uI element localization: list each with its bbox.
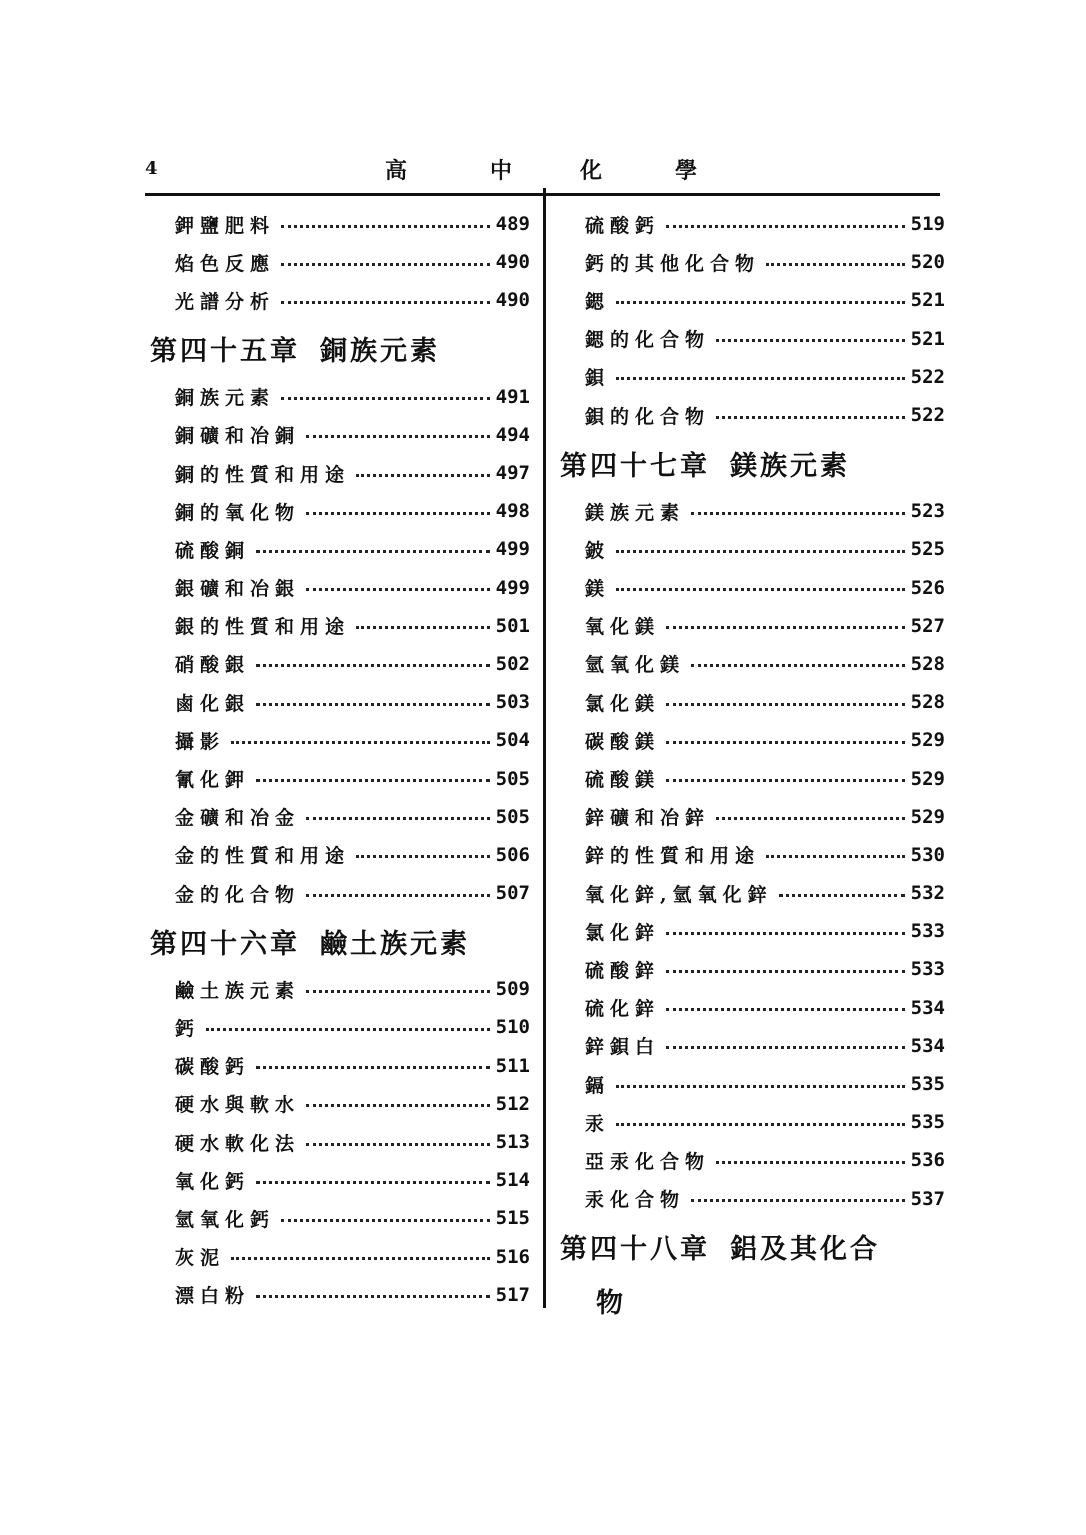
toc-entry-page: 513 — [495, 1131, 530, 1154]
toc-entry-page: 511 — [495, 1054, 530, 1077]
dot-leader — [231, 1257, 490, 1260]
chapter-number: 第四十八章 — [560, 1234, 710, 1266]
chapter-number: 第四十七章 — [560, 450, 710, 482]
dot-leader — [231, 741, 490, 744]
toc-entry-title: 鋅礦和冶鋅 — [585, 807, 711, 830]
toc-entry-title: 銅的性質和用途 — [175, 463, 351, 486]
dot-leader — [281, 263, 490, 266]
toc-entry-page: 519 — [910, 213, 945, 236]
toc-entry-title: 硬水與軟水 — [175, 1094, 301, 1117]
toc-entry-title: 金的性質和用途 — [175, 845, 351, 868]
toc-entry-page: 498 — [495, 500, 530, 523]
toc-entry — [150, 416, 530, 454]
chapter-heading — [560, 1218, 945, 1276]
dot-leader — [206, 1028, 490, 1031]
chapter-heading — [150, 320, 530, 378]
toc-entry-title: 硫酸鎂 — [585, 769, 661, 792]
toc-entry — [560, 205, 945, 243]
toc-entry-title: 硫酸鋅 — [585, 959, 661, 982]
toc-entry-title: 氧化鎂 — [585, 616, 661, 639]
toc-entry-title: 硫酸銅 — [175, 539, 251, 562]
toc-entry-page: 514 — [495, 1169, 530, 1192]
chapter-number: 第四十五章 — [150, 336, 300, 368]
book-title-char: 學 — [675, 158, 698, 184]
toc-entry-page: 534 — [910, 996, 945, 1019]
toc-entry — [560, 1180, 945, 1218]
toc-entry-page: 517 — [495, 1283, 530, 1306]
page-number: 4 — [145, 158, 158, 179]
book-title-char: 中 — [490, 158, 513, 184]
toc-entry-title: 汞 — [585, 1112, 611, 1135]
toc-entry — [150, 1008, 530, 1046]
toc-entry — [560, 798, 945, 836]
toc-entry — [560, 492, 945, 530]
dot-leader — [306, 1104, 490, 1107]
toc-entry-page: 515 — [495, 1207, 530, 1230]
toc-entry-title: 氫氧化鎂 — [585, 654, 686, 677]
toc-entry — [560, 874, 945, 912]
book-title-char: 高 — [385, 158, 408, 184]
toc-entry-page: 532 — [910, 882, 945, 905]
dot-leader — [256, 1066, 490, 1069]
toc-entry-title: 焰色反應 — [175, 252, 276, 275]
toc-entry-page: 489 — [495, 213, 530, 236]
dot-leader — [256, 703, 490, 706]
toc-entry — [150, 492, 530, 530]
toc-entry-title: 氯化鎂 — [585, 692, 661, 715]
toc-entry-page: 504 — [495, 729, 530, 752]
toc-entry — [150, 1123, 530, 1161]
toc-entry-page: 509 — [495, 978, 530, 1001]
toc-entry — [150, 454, 530, 492]
toc-entry-title: 鎘 — [585, 1074, 611, 1097]
dot-leader — [616, 550, 905, 553]
dot-leader — [616, 1123, 905, 1126]
toc-entry-title: 氰化鉀 — [175, 769, 251, 792]
toc-entry-title: 銀礦和冶銀 — [175, 578, 301, 601]
toc-column-left — [150, 205, 530, 1314]
toc-entry-title: 硝酸銀 — [175, 654, 251, 677]
toc-entry-title: 金的化合物 — [175, 883, 301, 906]
toc-entry-title: 銀的性質和用途 — [175, 616, 351, 639]
dot-leader — [616, 301, 905, 304]
toc-entry — [560, 1027, 945, 1065]
toc-entry — [150, 1199, 530, 1237]
dot-leader — [666, 970, 905, 973]
toc-entry — [150, 1161, 530, 1199]
toc-entry — [560, 358, 945, 396]
toc-entry-title: 硫化鋅 — [585, 998, 661, 1021]
toc-entry-page: 520 — [910, 251, 945, 274]
toc-entry — [150, 683, 530, 721]
toc-entry-title: 鍶 — [585, 290, 611, 313]
toc-entry-title: 硬水軟化法 — [175, 1132, 301, 1155]
dot-leader — [666, 1008, 905, 1011]
toc-entry-page: 526 — [910, 576, 945, 599]
toc-entry-title: 鎂 — [585, 578, 611, 601]
toc-entry — [150, 378, 530, 416]
toc-entry-title: 鉀鹽肥料 — [175, 214, 276, 237]
dot-leader — [691, 1199, 905, 1202]
toc-entry-page: 490 — [495, 251, 530, 274]
toc-entry-page: 522 — [910, 365, 945, 388]
chapter-heading — [150, 912, 530, 970]
dot-leader — [616, 1085, 905, 1088]
toc-entry-page: 523 — [910, 500, 945, 523]
toc-entry — [560, 989, 945, 1027]
toc-entry-title: 鈣的其他化合物 — [585, 252, 761, 275]
toc-entry-title: 鈹 — [585, 539, 611, 562]
toc-entry-page: 499 — [495, 538, 530, 561]
toc-entry-title: 鈣 — [175, 1017, 201, 1040]
dot-leader — [256, 1181, 490, 1184]
page-header — [145, 150, 940, 188]
dot-leader — [691, 664, 905, 667]
toc-entry — [560, 607, 945, 645]
chapter-title: 鋁及其化合 — [730, 1234, 880, 1266]
toc-entry-page: 528 — [910, 652, 945, 675]
dot-leader — [356, 626, 490, 629]
toc-entry — [560, 569, 945, 607]
toc-entry — [150, 836, 530, 874]
dot-leader — [281, 301, 490, 304]
toc-entry — [560, 721, 945, 759]
dot-leader — [666, 1046, 905, 1049]
dot-leader — [356, 474, 490, 477]
toc-entry-page: 535 — [910, 1111, 945, 1134]
toc-entry-page: 528 — [910, 691, 945, 714]
toc-entry-page: 507 — [495, 882, 530, 905]
toc-entry-title: 銅礦和冶銅 — [175, 425, 301, 448]
toc-entry-page: 505 — [495, 805, 530, 828]
toc-entry-title: 氧化鋅,氫氧化鋅 — [585, 883, 773, 906]
toc-entry-page: 516 — [495, 1245, 530, 1268]
dot-leader — [666, 741, 905, 744]
toc-entry-title: 鍶的化合物 — [585, 329, 711, 352]
toc-entry-page: 529 — [910, 767, 945, 790]
dot-leader — [779, 894, 905, 897]
toc-entry — [150, 205, 530, 243]
toc-entry-page: 499 — [495, 576, 530, 599]
toc-entry-page: 510 — [495, 1016, 530, 1039]
dot-leader — [306, 588, 490, 591]
toc-entry — [560, 281, 945, 319]
toc-entry-page: 533 — [910, 920, 945, 943]
toc-entry — [560, 1065, 945, 1103]
toc-entry-title: 鋇的化合物 — [585, 405, 711, 428]
dot-leader — [616, 377, 905, 380]
toc-entry-title: 氫氧化鈣 — [175, 1208, 276, 1231]
toc-entry-title: 鋅鋇白 — [585, 1036, 661, 1059]
toc-entry-page: 535 — [910, 1073, 945, 1096]
toc-entry — [560, 645, 945, 683]
toc-entry-page: 521 — [910, 327, 945, 350]
chapter-number: 第四十六章 — [150, 928, 300, 960]
dot-leader — [666, 703, 905, 706]
chapter-heading — [560, 434, 945, 492]
toc-entry-page: 501 — [495, 614, 530, 637]
toc-entry-title: 汞化合物 — [585, 1189, 686, 1212]
toc-entry-title: 鎂族元素 — [585, 501, 686, 524]
chapter-title: 銅族元素 — [320, 336, 440, 368]
toc-entry — [560, 950, 945, 988]
toc-entry-page: 522 — [910, 404, 945, 427]
toc-entry-title: 氧化鈣 — [175, 1170, 251, 1193]
toc-entry — [150, 1238, 530, 1276]
toc-entry-title: 鹵化銀 — [175, 692, 251, 715]
dot-leader — [256, 1295, 490, 1298]
dot-leader — [306, 1143, 490, 1146]
chapter-title-continuation: 物 — [596, 1288, 623, 1320]
dot-leader — [306, 990, 490, 993]
toc-entry-title: 鋇 — [585, 367, 611, 390]
toc-entry — [560, 530, 945, 568]
toc-entry — [150, 759, 530, 797]
toc-entry — [150, 243, 530, 281]
toc-entry — [150, 874, 530, 912]
toc-entry-title: 鹼土族元素 — [175, 979, 301, 1002]
toc-entry-page: 534 — [910, 1034, 945, 1057]
dot-leader — [716, 339, 905, 342]
toc-entry-page: 529 — [910, 805, 945, 828]
toc-entry-title: 灰泥 — [175, 1247, 226, 1270]
dot-leader — [256, 664, 490, 667]
toc-entry-title: 金礦和冶金 — [175, 807, 301, 830]
toc-entry-page: 490 — [495, 289, 530, 312]
toc-entry — [150, 721, 530, 759]
dot-leader — [281, 225, 490, 228]
toc-entry-title: 氯化鋅 — [585, 921, 661, 944]
dot-leader — [666, 225, 905, 228]
dot-leader — [356, 855, 490, 858]
toc-entry — [560, 396, 945, 434]
dot-leader — [256, 779, 490, 782]
dot-leader — [281, 397, 490, 400]
dot-leader — [716, 1161, 905, 1164]
toc-entry — [150, 530, 530, 568]
toc-entry — [560, 1103, 945, 1141]
dot-leader — [306, 894, 490, 897]
toc-entry-page: 512 — [495, 1092, 530, 1115]
toc-entry-title: 漂白粉 — [175, 1285, 251, 1308]
toc-entry — [150, 798, 530, 836]
toc-entry-page: 502 — [495, 652, 530, 675]
toc-entry-page: 491 — [495, 385, 530, 408]
toc-entry-page: 537 — [910, 1187, 945, 1210]
dot-leader — [716, 416, 905, 419]
dot-leader — [306, 817, 490, 820]
toc-entry — [560, 912, 945, 950]
toc-entry — [150, 1276, 530, 1314]
toc-entry — [560, 320, 945, 358]
dot-leader — [766, 855, 905, 858]
toc-entry — [560, 836, 945, 874]
toc-entry — [560, 243, 945, 281]
dot-leader — [256, 550, 490, 553]
toc-entry-page: 529 — [910, 729, 945, 752]
toc-entry-page: 521 — [910, 289, 945, 312]
toc-entry-title: 碳酸鈣 — [175, 1056, 251, 1079]
dot-leader — [766, 263, 905, 266]
toc-entry-title: 光譜分析 — [175, 290, 276, 313]
toc-entry-page: 527 — [910, 614, 945, 637]
toc-column-right — [560, 205, 945, 1326]
dot-leader — [666, 626, 905, 629]
toc-entry-title: 銅族元素 — [175, 387, 276, 410]
toc-entry-page: 497 — [495, 462, 530, 485]
chapter-title: 鹼土族元素 — [320, 928, 470, 960]
toc-entry-title: 攝影 — [175, 730, 226, 753]
toc-entry-page: 505 — [495, 767, 530, 790]
toc-entry — [560, 683, 945, 721]
chapter-title: 鎂族元素 — [730, 450, 850, 482]
toc-entry-page: 536 — [910, 1149, 945, 1172]
toc-entry-title: 銅的氧化物 — [175, 501, 301, 524]
toc-entry-page: 503 — [495, 691, 530, 714]
toc-entry-page: 525 — [910, 538, 945, 561]
dot-leader — [306, 512, 490, 515]
book-title-char: 化 — [580, 158, 603, 184]
toc-entry — [150, 607, 530, 645]
toc-entry — [150, 1085, 530, 1123]
toc-entry-page: 494 — [495, 423, 530, 446]
column-divider — [543, 188, 546, 1308]
dot-leader — [666, 932, 905, 935]
toc-entry — [150, 281, 530, 319]
toc-entry-page: 530 — [910, 843, 945, 866]
toc-entry-page: 533 — [910, 958, 945, 981]
toc-entry-title: 鋅的性質和用途 — [585, 845, 761, 868]
toc-entry — [560, 1141, 945, 1179]
toc-entry — [150, 1047, 530, 1085]
dot-leader — [691, 512, 905, 515]
toc-entry-title: 硫酸鈣 — [585, 214, 661, 237]
toc-entry-page: 506 — [495, 843, 530, 866]
toc-entry-title: 亞汞化合物 — [585, 1150, 711, 1173]
dot-leader — [666, 779, 905, 782]
dot-leader — [616, 588, 905, 591]
toc-entry — [150, 569, 530, 607]
toc-entry — [560, 759, 945, 797]
dot-leader — [281, 1219, 490, 1222]
toc-entry — [150, 645, 530, 683]
dot-leader — [306, 435, 490, 438]
toc-entry — [150, 970, 530, 1008]
dot-leader — [716, 817, 905, 820]
toc-entry-title: 碳酸鎂 — [585, 730, 661, 753]
